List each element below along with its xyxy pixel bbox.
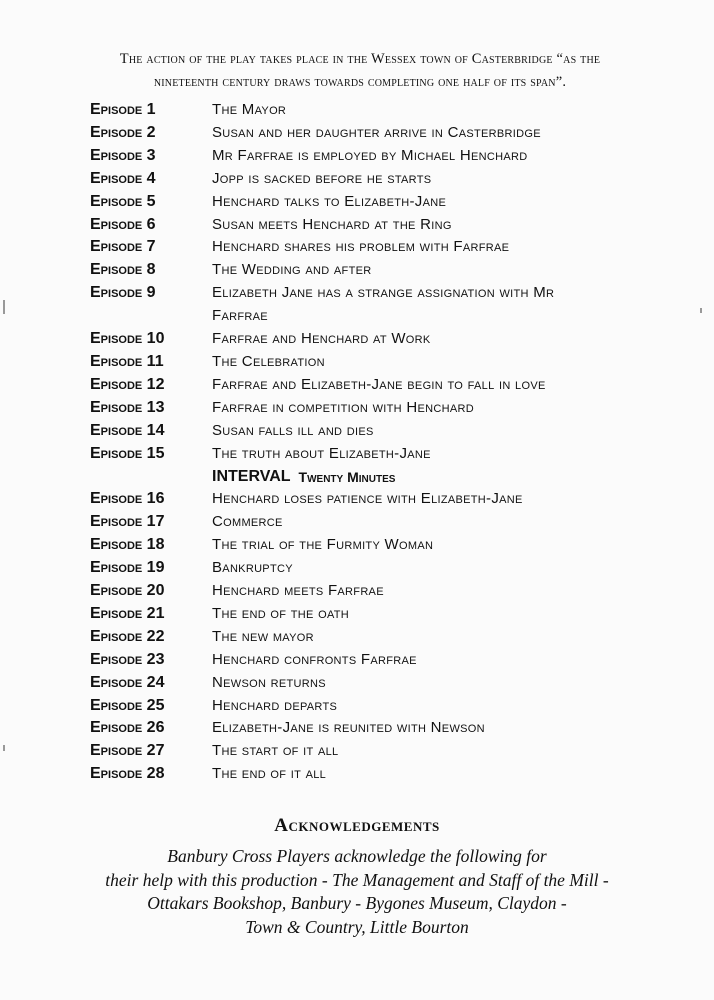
episode-number: Episode 22 [90, 627, 165, 645]
episode-title: The Celebration [212, 352, 325, 370]
episode-number: Episode 7 [90, 238, 156, 256]
episode-title: Henchard confronts Farfrae [212, 650, 417, 668]
episode-row [90, 191, 690, 214]
episode-title: The trial of the Furmity Woman [212, 536, 434, 554]
episode-row [90, 626, 690, 649]
episode-number: Episode 11 [90, 352, 164, 370]
episode-title: Mr Farfrae is employed by Michael Henchard [212, 146, 528, 164]
episode-number: Episode 2 [90, 123, 156, 141]
episode-list [90, 99, 690, 786]
episode-title: Commerce [212, 513, 283, 531]
intro-paragraph [40, 48, 680, 94]
episode-number: Episode 27 [90, 742, 165, 760]
episode-number: Episode 28 [90, 765, 165, 783]
acknowledgements-text [57, 845, 657, 939]
episode-title: The start of it all [212, 742, 339, 760]
scan-speck [3, 300, 5, 314]
episode-row [90, 145, 690, 168]
episode-number: Episode 4 [90, 169, 156, 187]
episode-number: Episode 15 [90, 444, 165, 462]
episode-title: Susan and her daughter arrive in Casterbridge [212, 123, 541, 141]
episode-title: Farfrae and Elizabeth-Jane begin to fall in love [212, 375, 546, 393]
episode-title: Elizabeth-Jane is reunited with Newson [212, 719, 485, 737]
episode-title: Henchard shares his problem with Farfrae [212, 238, 510, 256]
episode-row [90, 740, 690, 763]
episode-row [90, 214, 690, 237]
episode-title: Susan falls ill and dies [212, 421, 374, 439]
episode-number: Episode 16 [90, 490, 165, 508]
episode-row [90, 603, 690, 626]
episode-number: Episode 21 [90, 604, 165, 622]
episode-title: The new mayor [212, 627, 314, 645]
episode-number: Episode 18 [90, 536, 165, 554]
episode-number: Episode 3 [90, 146, 156, 164]
episode-title: Susan meets Henchard at the Ring [212, 215, 452, 233]
episode-row [90, 649, 690, 672]
episode-number: Episode 14 [90, 421, 165, 439]
episode-number: Episode 23 [90, 650, 165, 668]
acknowledgements-line-2: their help with this production - The Management and Staff of the Mill - [105, 869, 609, 890]
episode-row [90, 717, 690, 740]
episode-number: Episode 1 [90, 101, 156, 118]
episode-row [90, 420, 690, 443]
episode-row [90, 557, 690, 580]
intro-line-2: nineteenth century draws towards completing one half of its span”. [153, 74, 567, 90]
episode-title: Farfrae and Henchard at Work [212, 330, 431, 348]
episode-title: Henchard loses patience with Elizabeth-Jane [212, 490, 523, 508]
episode-title: Bankruptcy [212, 559, 293, 577]
acknowledgements-line-4: Town & Country, Little Bourton [245, 916, 469, 937]
episode-number: Episode 12 [90, 375, 165, 393]
episode-number: Episode 17 [90, 513, 165, 531]
episode-number: Episode 26 [90, 719, 165, 737]
episode-number: Episode 10 [90, 330, 165, 348]
episode-row [90, 580, 690, 603]
acknowledgements-heading: Acknowledgements [274, 815, 440, 836]
episode-title: Elizabeth Jane has a strange assignation with Mr Farfrae [212, 284, 555, 325]
episode-number: Episode 5 [90, 192, 156, 210]
episode-row [90, 488, 690, 511]
episode-row [90, 351, 690, 374]
intro-line-1: The action of the play takes place in the Wessex town of Casterbridge “as the [119, 51, 601, 67]
episode-row [90, 511, 690, 534]
episode-number: Episode 13 [90, 398, 165, 416]
episode-title: Henchard talks to Elizabeth-Jane [212, 192, 447, 210]
episode-title: Jopp is sacked before he starts [212, 169, 432, 187]
episode-number: Episode 25 [90, 696, 165, 714]
episode-number: Episode 19 [90, 559, 165, 577]
scan-speck [700, 308, 702, 313]
episode-row [90, 672, 690, 695]
episode-row [90, 397, 690, 420]
interval-label: INTERVAL [212, 467, 291, 485]
episode-title: Newson returns [212, 673, 326, 691]
interval-duration: Twenty Minutes [298, 468, 396, 485]
episode-row [90, 122, 690, 145]
scan-speck [3, 745, 5, 751]
episode-title: The end of it all [212, 765, 327, 783]
episode-number: Episode 20 [90, 582, 165, 600]
episode-title: Farfrae in competition with Henchard [212, 398, 474, 416]
episode-list-act-1 [90, 99, 690, 466]
episode-row [90, 168, 690, 191]
episode-row [90, 443, 690, 466]
episode-title: Henchard meets Farfrae [212, 582, 384, 600]
episode-row [90, 534, 690, 557]
interval-row [90, 466, 690, 489]
episode-title: Henchard departs [212, 696, 338, 714]
episode-row [90, 259, 690, 282]
acknowledgements-line-3: Ottakars Bookshop, Banbury - Bygones Museum, Claydon - [147, 893, 567, 913]
episode-number: Episode 24 [90, 673, 165, 691]
episode-list-act-2 [90, 488, 690, 786]
episode-number: Episode 6 [90, 215, 156, 233]
episode-title: The truth about Elizabeth-Jane [212, 444, 431, 462]
episode-title: The Mayor [212, 101, 287, 118]
episode-row [90, 282, 690, 328]
episode-row [90, 763, 690, 786]
episode-number: Episode 9 [90, 284, 156, 302]
episode-row [90, 236, 690, 259]
episode-row [90, 328, 690, 351]
acknowledgements-line-1: Banbury Cross Players acknowledge the following for [167, 846, 547, 866]
episode-row [90, 695, 690, 718]
episode-number: Episode 8 [90, 261, 156, 279]
episode-row [90, 374, 690, 397]
episode-row [90, 99, 690, 122]
episode-title: The end of the oath [212, 604, 350, 622]
episode-title: The Wedding and after [212, 261, 372, 279]
